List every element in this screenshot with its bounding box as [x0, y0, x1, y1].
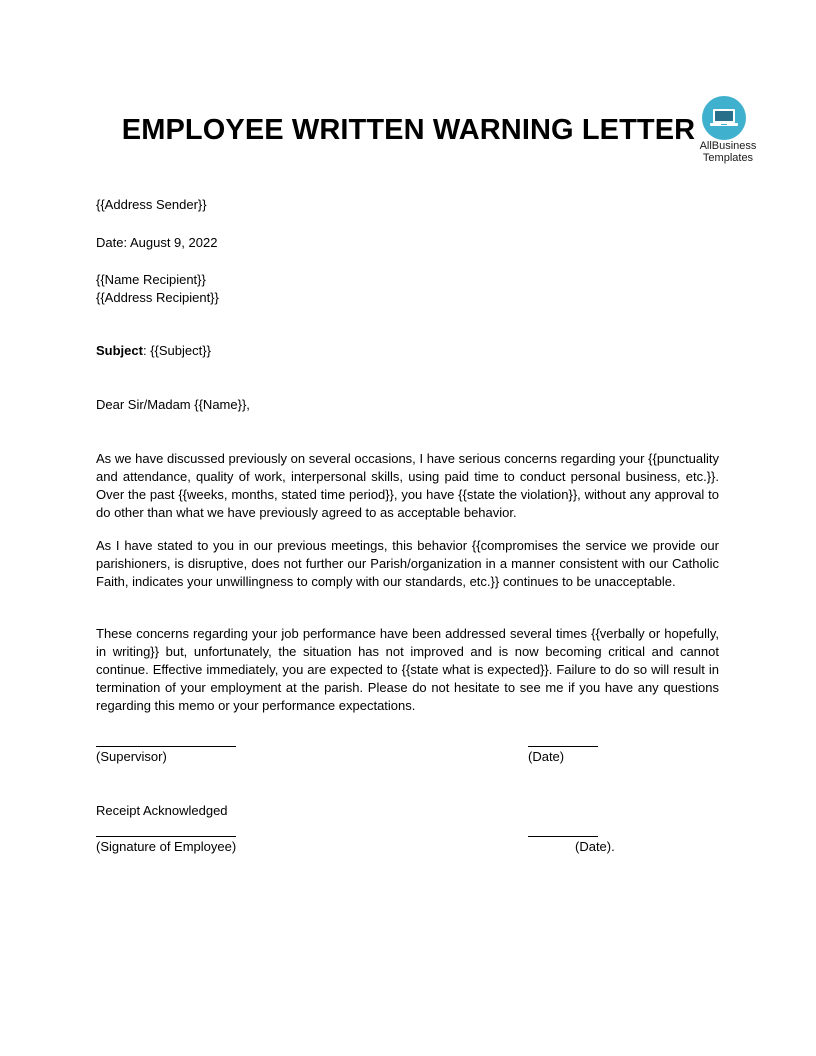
recipient-address: {{Address Recipient}} [96, 290, 219, 305]
subject-line [96, 342, 211, 360]
brand-name-line1: AllBusiness [699, 140, 757, 152]
brand-name [690, 140, 766, 164]
supervisor-signature-line [96, 746, 236, 747]
supervisor-date-line [528, 746, 598, 747]
subject-label: Subject [96, 343, 143, 358]
sender-address: {{Address Sender}} [96, 197, 207, 212]
laptop-icon [702, 96, 746, 140]
subject-value: : {{Subject}} [142, 343, 211, 358]
employee-date-line [528, 836, 598, 837]
recipient-name: {{Name Recipient}} [96, 272, 206, 287]
salutation: Dear Sir/Madam {{Name}}, [96, 397, 250, 412]
supervisor-date-label: (Date) [528, 749, 565, 764]
body-paragraph-2: As I have stated to you in our previous meetings, this behavior {{compromises the service we provide our parishioners, is disruptive, does not further our Parish/organization in a manner consistent with our Catholic Faith, indicates your unwillingness to comply with our standards, etc.}} continues to be unacceptable. [96, 538, 719, 589]
employee-date-label: (Date). [575, 839, 615, 854]
brand-logo [690, 96, 766, 168]
body-paragraph-3: These concerns regarding your job performance have been addressed several times {{verbally or hopefully, in writing}} but, unfortunately, the situation has not improved and is now becoming critical and cannot continue. Effective immediately, you are expected to {{state what is expected}}. Failure to do so will result in termination of your employment at the parish. Please do not hesitate to see me if you have any questions regarding this memo or your performance expectations. [96, 626, 719, 713]
brand-name-line2: Templates [702, 152, 754, 164]
receipt-acknowledged: Receipt Acknowledged [96, 803, 228, 818]
page-title: EMPLOYEE WRITTEN WARNING LETTER [121, 114, 696, 146]
employee-signature-line [96, 836, 236, 837]
body-paragraph-1: As we have discussed previously on several occasions, I have serious concerns regarding your {{punctuality and attendance, quality of work, interpersonal skills, using paid time to conduct personal business, etc.}}. Over the past {{weeks, months, stated time period}}, you have {{state the violation}}, without any approval to do other than what we have previously agreed to as acceptable behavior. [96, 451, 719, 520]
supervisor-label: (Supervisor) [96, 749, 167, 764]
employee-signature-label: (Signature of Employee) [96, 839, 237, 854]
letter-date: Date: August 9, 2022 [96, 235, 218, 250]
